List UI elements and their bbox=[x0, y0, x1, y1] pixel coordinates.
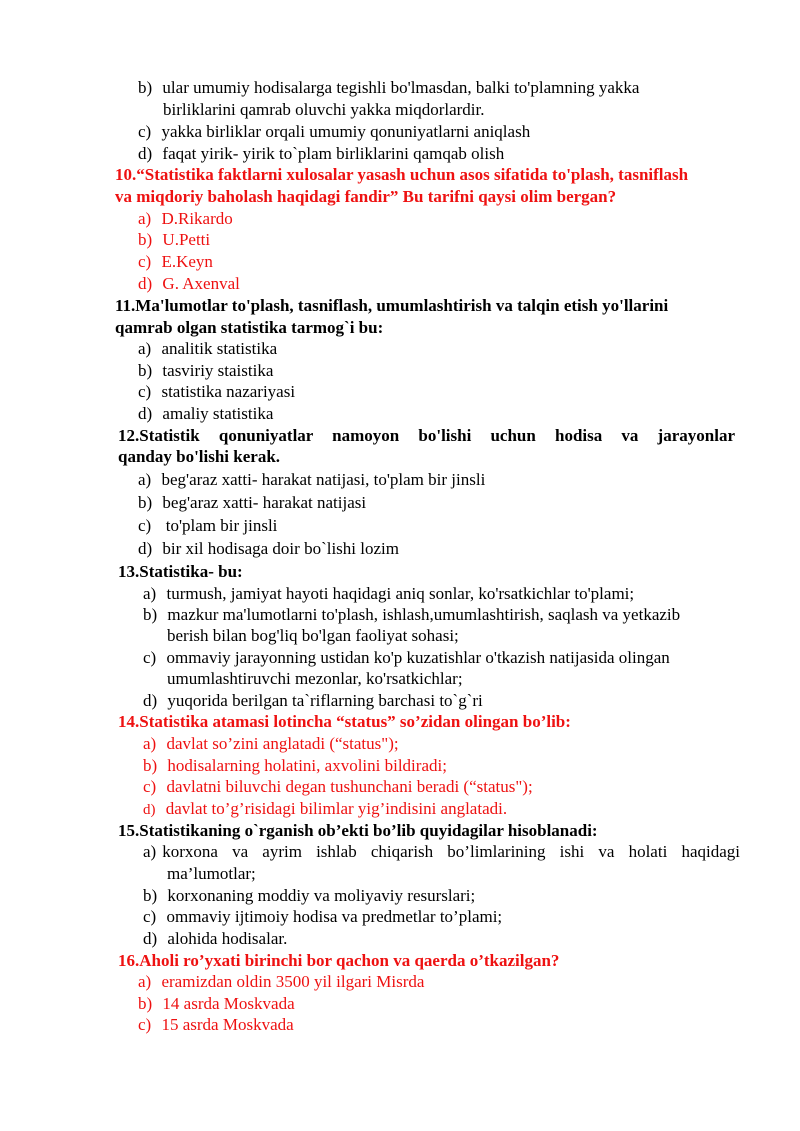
option-text: 14 asrda Moskvada bbox=[162, 994, 295, 1013]
q9-option-b bbox=[138, 77, 639, 99]
option-text: D.Rikardo bbox=[161, 209, 233, 228]
q15-question: 15.Statistikaning o`rganish ob’ekti bo’lib quyidagilar hisoblanadi: bbox=[118, 821, 598, 840]
q16-option-b bbox=[138, 993, 295, 1015]
option-label: a) bbox=[138, 209, 152, 228]
option-label: b) bbox=[143, 605, 158, 624]
option-label: d) bbox=[138, 274, 153, 293]
option-label: a) bbox=[138, 972, 152, 991]
q11-option-c bbox=[138, 381, 295, 403]
q9-option-b-continuation: birliklarini qamrab oluvchi yakka miqdorlardir. bbox=[163, 100, 485, 119]
option-text: amaliy statistika bbox=[162, 404, 274, 423]
option-text: G. Axenval bbox=[162, 274, 240, 293]
option-label: c) bbox=[138, 516, 152, 535]
option-label: b) bbox=[138, 361, 153, 380]
option-label: d) bbox=[143, 691, 158, 710]
q10-option-c bbox=[138, 251, 213, 273]
option-label: c) bbox=[143, 777, 157, 796]
option-text: beg'araz xatti- harakat natijasi bbox=[162, 493, 367, 512]
option-text: bir xil hodisaga doir bo`lishi lozim bbox=[162, 539, 399, 558]
option-text: U.Petti bbox=[162, 230, 211, 249]
q12-option-b bbox=[138, 492, 366, 514]
q14-option-c bbox=[143, 776, 533, 798]
q14-option-b bbox=[143, 755, 447, 777]
option-text: E.Keyn bbox=[161, 252, 213, 271]
option-label: d) bbox=[143, 929, 158, 948]
q16-option-a bbox=[138, 971, 424, 993]
option-label: b) bbox=[143, 756, 158, 775]
q14-question: 14.Statistika atamasi lotincha “status” so’zidan olingan bo’lib: bbox=[118, 712, 571, 731]
q15-option-c bbox=[143, 906, 502, 928]
q13-option-a bbox=[143, 583, 634, 605]
q10-question-line1: 10.“Statistika faktlarni xulosalar yasash uchun asos sifatida to'plash, tasniflash bbox=[115, 165, 689, 184]
q13-option-c-continuation: umumlashtiruvchi mezonlar, ko'rsatkichlar; bbox=[167, 669, 463, 688]
option-text: korxona va ayrim ishlab chiqarish bo’limlarining ishi va holati haqidagi bbox=[162, 842, 740, 861]
q16-question: 16.Aholi ro’yxati birinchi bor qachon va qaerda o’tkazilgan? bbox=[118, 951, 560, 970]
option-text: davlat to’g’risidagi bilimlar yig’indisini anglatadi. bbox=[165, 799, 508, 818]
q16-option-c bbox=[138, 1014, 294, 1036]
q13-option-b bbox=[143, 604, 680, 626]
option-text: hodisalarning holatini, axvolini bildiradi; bbox=[167, 756, 447, 775]
option-label: c) bbox=[143, 648, 157, 667]
option-label: a) bbox=[143, 584, 157, 603]
option-label: b) bbox=[143, 886, 158, 905]
q10-option-d bbox=[138, 273, 240, 295]
option-label: b) bbox=[138, 493, 153, 512]
option-label: d) bbox=[138, 539, 153, 558]
q14-option-d bbox=[143, 798, 507, 821]
option-text: ular umumiy hodisalarga tegishli bo'lmasdan, balki to'plamning yakka bbox=[162, 78, 640, 97]
q14-option-a bbox=[143, 733, 399, 755]
option-label: b) bbox=[138, 230, 153, 249]
q13-option-c bbox=[143, 647, 670, 669]
q15-option-a bbox=[143, 841, 740, 863]
option-text: beg'araz xatti- harakat natijasi, to'plam bir jinsli bbox=[161, 470, 486, 489]
q13-option-b-continuation: berish bilan bog'liq bo'lgan faoliyat sohasi; bbox=[167, 626, 459, 645]
q15-option-a-continuation: ma’lumotlar; bbox=[167, 864, 256, 883]
q10-question-line2: va miqdoriy baholash haqidagi fandir” Bu tarifni qaysi olim bergan? bbox=[115, 187, 617, 206]
option-text: tasviriy staistika bbox=[162, 361, 274, 380]
option-label: c) bbox=[138, 1015, 152, 1034]
option-label: d) bbox=[143, 802, 156, 818]
option-label: a) bbox=[138, 339, 152, 358]
option-text: korxonaning moddiy va moliyaviy resurslari; bbox=[167, 886, 476, 905]
option-label: b) bbox=[138, 78, 153, 97]
q10-option-b bbox=[138, 229, 210, 251]
option-label: a) bbox=[143, 734, 157, 753]
q12-question-line1: 12.Statistik qonuniyatlar namoyon bo'lishi uchun hodisa va jarayonlar bbox=[118, 426, 735, 445]
option-label: b) bbox=[138, 994, 153, 1013]
q9-option-d bbox=[138, 143, 504, 165]
option-label: c) bbox=[138, 252, 152, 271]
q15-option-d bbox=[143, 928, 287, 950]
option-label: a) bbox=[138, 470, 152, 489]
q12-option-d bbox=[138, 538, 399, 560]
q11-option-a bbox=[138, 338, 277, 360]
q11-option-d bbox=[138, 403, 273, 425]
q12-option-c bbox=[138, 515, 277, 537]
option-text: yuqorida berilgan ta`riflarning barchasi to`g`ri bbox=[167, 691, 483, 710]
option-text: analitik statistika bbox=[161, 339, 278, 358]
option-text: mazkur ma'lumotlarni to'plash, ishlash,umumlashtirish, saqlash va yetkazib bbox=[167, 605, 681, 624]
q12-option-a bbox=[138, 469, 485, 491]
option-label: c) bbox=[138, 382, 152, 401]
q13-option-d bbox=[143, 690, 483, 712]
q13-question: 13.Statistika- bu: bbox=[118, 562, 243, 581]
option-text: alohida hodisalar. bbox=[167, 929, 288, 948]
q11-question-line2: qamrab olgan statistika tarmog`i bu: bbox=[115, 318, 384, 337]
option-text: 15 asrda Moskvada bbox=[161, 1015, 294, 1034]
option-text: turmush, jamiyat hayoti haqidagi aniq sonlar, ko'rsatkichlar to'plami; bbox=[166, 584, 635, 603]
option-text: to'plam bir jinsli bbox=[161, 516, 278, 535]
q10-option-a bbox=[138, 208, 233, 230]
q9-option-c bbox=[138, 121, 530, 143]
option-text: yakka birliklar orqali umumiy qonuniyatlarni aniqlash bbox=[161, 122, 531, 141]
q11-question-line1: 11.Ma'lumotlar to'plash, tasniflash, umumlashtirish va talqin etish yo'llarini bbox=[115, 296, 669, 315]
q11-option-b bbox=[138, 360, 273, 382]
option-label: c) bbox=[138, 122, 152, 141]
option-label: d) bbox=[138, 144, 153, 163]
option-text: ommaviy ijtimoiy hodisa va predmetlar to’plami; bbox=[166, 907, 503, 926]
option-text: davlatni biluvchi degan tushunchani beradi (“status"); bbox=[166, 777, 533, 796]
option-label: a) bbox=[143, 842, 157, 861]
option-text: davlat so’zini anglatadi (“status"); bbox=[166, 734, 399, 753]
option-text: eramizdan oldin 3500 yil ilgari Misrda bbox=[161, 972, 425, 991]
q15-option-b bbox=[143, 885, 475, 907]
option-text: faqat yirik- yirik to`plam birliklarini qamqab olish bbox=[162, 144, 505, 163]
option-text: statistika nazariyasi bbox=[161, 382, 296, 401]
option-text: ommaviy jarayonning ustidan ko'p kuzatishlar o'tkazish natijasida olingan bbox=[166, 648, 670, 667]
option-label: d) bbox=[138, 404, 153, 423]
option-label: c) bbox=[143, 907, 157, 926]
q12-question-line2: qanday bo'lishi kerak. bbox=[118, 447, 281, 466]
